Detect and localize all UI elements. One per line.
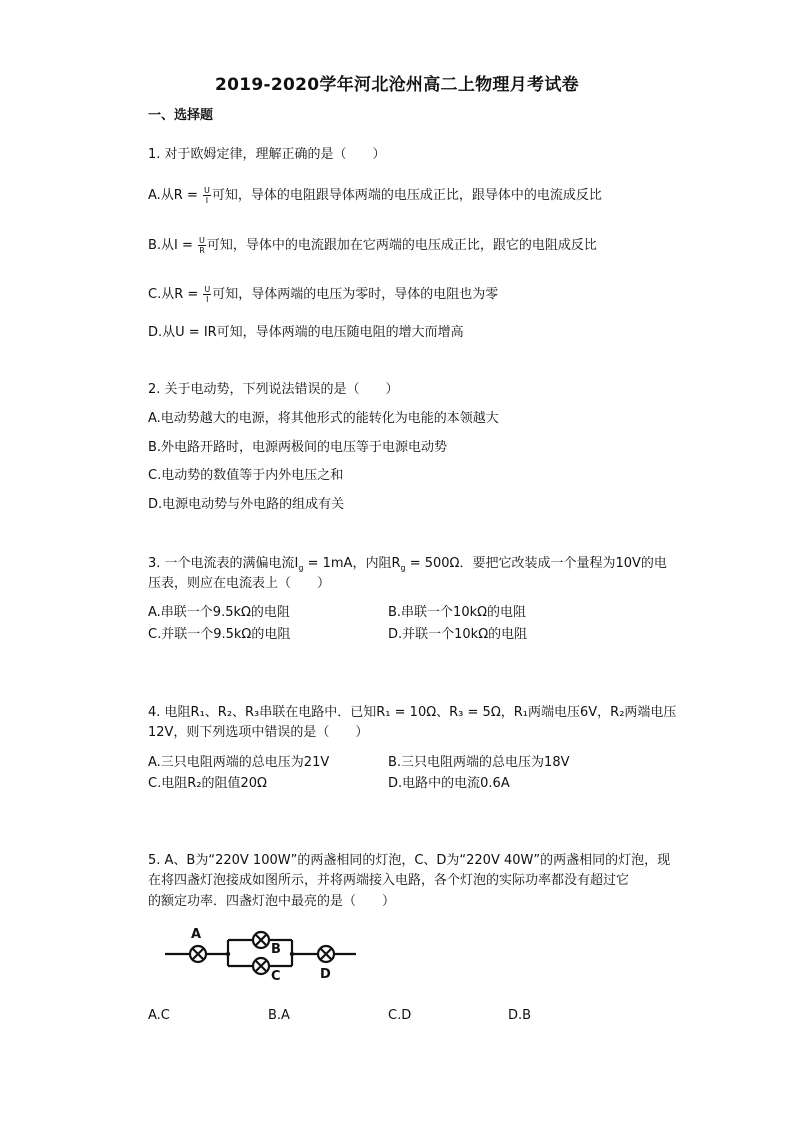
q3-stem-part: 3. 一个电流表的满偏电流I (148, 556, 299, 571)
q5-option-b[interactable]: B.A (268, 1008, 290, 1023)
q5-option-d[interactable]: D.B (508, 1008, 532, 1023)
q1-c-text: 可知，导体两端的电压为零时，导体的电阻也为零 (212, 287, 499, 302)
numerator: U (204, 285, 211, 294)
q4-option-d[interactable]: D.电路中的电流0.6A (388, 776, 510, 791)
q3-option-a[interactable]: A.串联一个9.5kΩ的电阻 (148, 605, 290, 620)
denominator: R (199, 246, 205, 255)
denominator: I (206, 295, 209, 304)
numerator: U (204, 186, 210, 195)
page-title: 2019-2020学年河北沧州高二上物理月考试卷 (215, 75, 579, 95)
q1-b-text: 可知，导体中的电流跟加在它两端的电压成正比，跟它的电阻成反比 (206, 238, 597, 253)
q1-option-b[interactable] (148, 236, 597, 255)
q4-option-b[interactable]: B.三只电阻两端的总电压为18V (388, 755, 570, 770)
lamp-label-d: D (320, 967, 331, 982)
lamp-label-a: A (191, 927, 202, 942)
q1-c-prefix: C.从R = (148, 287, 203, 302)
q2-option-d[interactable]: D.电源电动势与外电路的组成有关 (148, 497, 345, 512)
circuit-diagram (160, 920, 360, 982)
q3-stem-part: = 500Ω．要把它改装成一个量程为10V的电 (405, 556, 667, 571)
q3-stem-part: = 1mA，内阻R (303, 556, 401, 571)
q2-option-b[interactable]: B.外电路开路时，电源两极间的电压等于电源电动势 (148, 440, 448, 455)
lamp-label-c: C (271, 969, 281, 982)
q5-option-a[interactable]: A.C (148, 1008, 170, 1023)
fraction (198, 236, 206, 255)
q3-option-c[interactable]: C.并联一个9.5kΩ的电阻 (148, 627, 291, 642)
q4-option-c[interactable]: C.电阻R₂的阻值20Ω (148, 776, 267, 791)
q3-option-b[interactable]: B.串联一个10kΩ的电阻 (388, 605, 527, 620)
q2-option-c[interactable]: C.电动势的数值等于内外电压之和 (148, 468, 344, 483)
q5-stem-line-1: 5. A、B为“220V 100W”的两盏相同的灯泡，C、D为“220V 40W”的两盏相同的灯泡，现 (148, 853, 671, 868)
fraction (203, 285, 211, 304)
q1-option-c[interactable] (148, 285, 498, 304)
q3-option-d[interactable]: D.并联一个10kΩ的电阻 (388, 627, 528, 642)
q5-option-c[interactable]: C.D (388, 1008, 412, 1023)
subscript: g (400, 563, 406, 573)
q2-option-a[interactable]: A.电动势越大的电源，将其他形式的能转化为电能的本领越大 (148, 411, 499, 426)
numerator: U (199, 236, 205, 245)
q1-a-text: 可知，导体的电阻跟导体两端的电压成正比，跟导体中的电流成反比 (211, 188, 602, 203)
denominator: I (205, 196, 209, 205)
q2-stem: 2. 关于电动势，下列说法错误的是（ ） (148, 382, 399, 397)
fraction (203, 186, 211, 205)
lamp-label-b: B (271, 942, 281, 957)
q5-stem-line-2: 在将四盏灯泡接成如图所示，并将两端接入电路，各个灯泡的实际功率都没有超过它 (148, 873, 630, 888)
q4-stem-line-2: 12V，则下列选项中错误的是（ ） (148, 725, 369, 740)
q5-stem-line-3: 的额定功率．四盏灯泡中最亮的是（ ） (148, 894, 396, 909)
subscript: g (298, 563, 304, 573)
q3-stem-line-2: 压表，则应在电流表上（ ） (148, 576, 331, 591)
q1-option-d[interactable]: D.从U = IR可知，导体两端的电压随电阻的增大而增高 (148, 325, 464, 340)
section-heading: 一、选择题 (148, 108, 214, 123)
q1-stem: 1. 对于欧姆定律，理解正确的是（ ） (148, 147, 386, 162)
q1-option-a[interactable] (148, 186, 602, 205)
q1-b-prefix: B.从I = (148, 238, 198, 253)
q4-stem-line-1: 4. 电阻R₁、R₂、R₃串联在电路中．已知R₁ = 10Ω、R₃ = 5Ω，R₁两端电压6V，R₂两端电压 (148, 705, 677, 720)
q1-a-prefix: A.从R = (148, 188, 202, 203)
q4-option-a[interactable]: A.三只电阻两端的总电压为21V (148, 755, 330, 770)
